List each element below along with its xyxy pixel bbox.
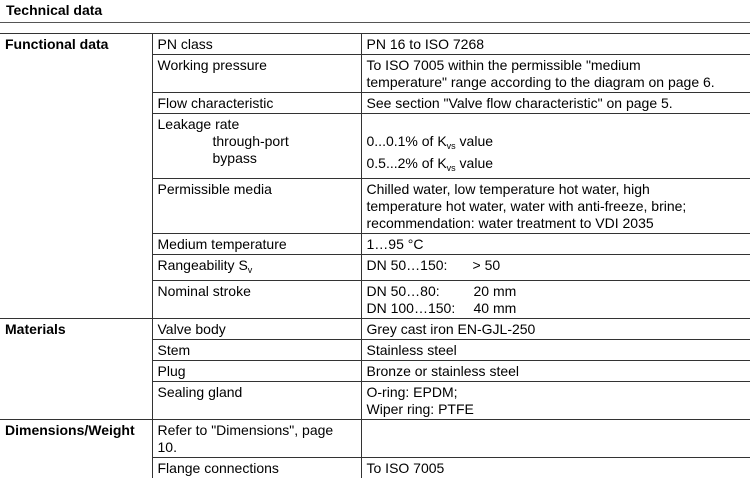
- table-row: [0, 281, 750, 319]
- section-functional-data: Functional data: [0, 34, 152, 55]
- param-plug: Plug: [152, 361, 361, 382]
- value-permissible-media: Chilled water, low temperature hot water, high temperature hot water, water with anti-freeze, brine; recommendation: water treatment to VDI 2035: [361, 179, 750, 234]
- param-rangeability: Rangeability $S_v$: [152, 255, 361, 281]
- leakage-bypass-value: 0.5...2% of $K_{vs}$ value: [367, 155, 745, 177]
- value-working-pressure: To ISO 7005 within the permissible "medium temperature" range according to the diagram on page 6.: [361, 55, 750, 93]
- param-flange-connections: Flange connections: [152, 458, 361, 478]
- table-row: [0, 93, 750, 114]
- param-valve-body: Valve body: [152, 319, 361, 340]
- section-dimensions-weight: Dimensions/Weight: [0, 420, 152, 458]
- leakage-through-port-value: 0...0.1% of $K_{vs}$ value: [367, 133, 745, 155]
- value-valve-body: Grey cast iron EN-GJL-250: [361, 319, 750, 340]
- value-pn-class: PN 16 to ISO 7268: [361, 34, 750, 55]
- leakage-through-port-label: through-port: [158, 133, 356, 150]
- table-row: [0, 340, 750, 361]
- leakage-bypass-label: bypass: [158, 150, 356, 167]
- param-flow-characteristic: Flow characteristic: [152, 93, 361, 114]
- value-stem: Stainless steel: [361, 340, 750, 361]
- table-row: [0, 55, 750, 93]
- param-nominal-stroke: Nominal stroke: [152, 281, 361, 319]
- value-sealing-gland: O-ring: EPDM; Wiper ring: PTFE: [361, 382, 750, 420]
- param-pn-class: PN class: [152, 34, 361, 55]
- param-medium-temperature: Medium temperature: [152, 234, 361, 255]
- value-dimensions-reference: [361, 420, 750, 458]
- value-rangeability: DN 50…150: > 50: [361, 255, 750, 281]
- table-row: [0, 420, 750, 458]
- table-row: [0, 458, 750, 478]
- param-sealing-gland: Sealing gland: [152, 382, 361, 420]
- table-row: [0, 179, 750, 234]
- heading-rule: [0, 22, 750, 23]
- technical-data-table: [0, 33, 750, 478]
- page-title: Technical data: [6, 2, 102, 18]
- param-leakage-rate: Leakage rate through-port bypass: [152, 114, 361, 179]
- table-row: [0, 34, 750, 55]
- param-stem: Stem: [152, 340, 361, 361]
- value-flange-connections: To ISO 7005: [361, 458, 750, 478]
- value-flow-characteristic: See section "Valve flow characteristic" on page 5.: [361, 93, 750, 114]
- table-row: [0, 234, 750, 255]
- value-medium-temperature: 1…95 °C: [361, 234, 750, 255]
- table-row: [0, 319, 750, 340]
- param-dimensions-reference: Refer to "Dimensions", page 10.: [152, 420, 361, 458]
- value-nominal-stroke: DN 50…80: 20 mm DN 100…150: 40 mm: [361, 281, 750, 319]
- table-row: [0, 382, 750, 420]
- param-working-pressure: Working pressure: [152, 55, 361, 93]
- section-materials: Materials: [0, 319, 152, 340]
- table-row: [0, 114, 750, 179]
- table-row: [0, 255, 750, 281]
- value-plug: Bronze or stainless steel: [361, 361, 750, 382]
- value-leakage-rate: [361, 114, 750, 179]
- param-permissible-media: Permissible media: [152, 179, 361, 234]
- table-row: [0, 361, 750, 382]
